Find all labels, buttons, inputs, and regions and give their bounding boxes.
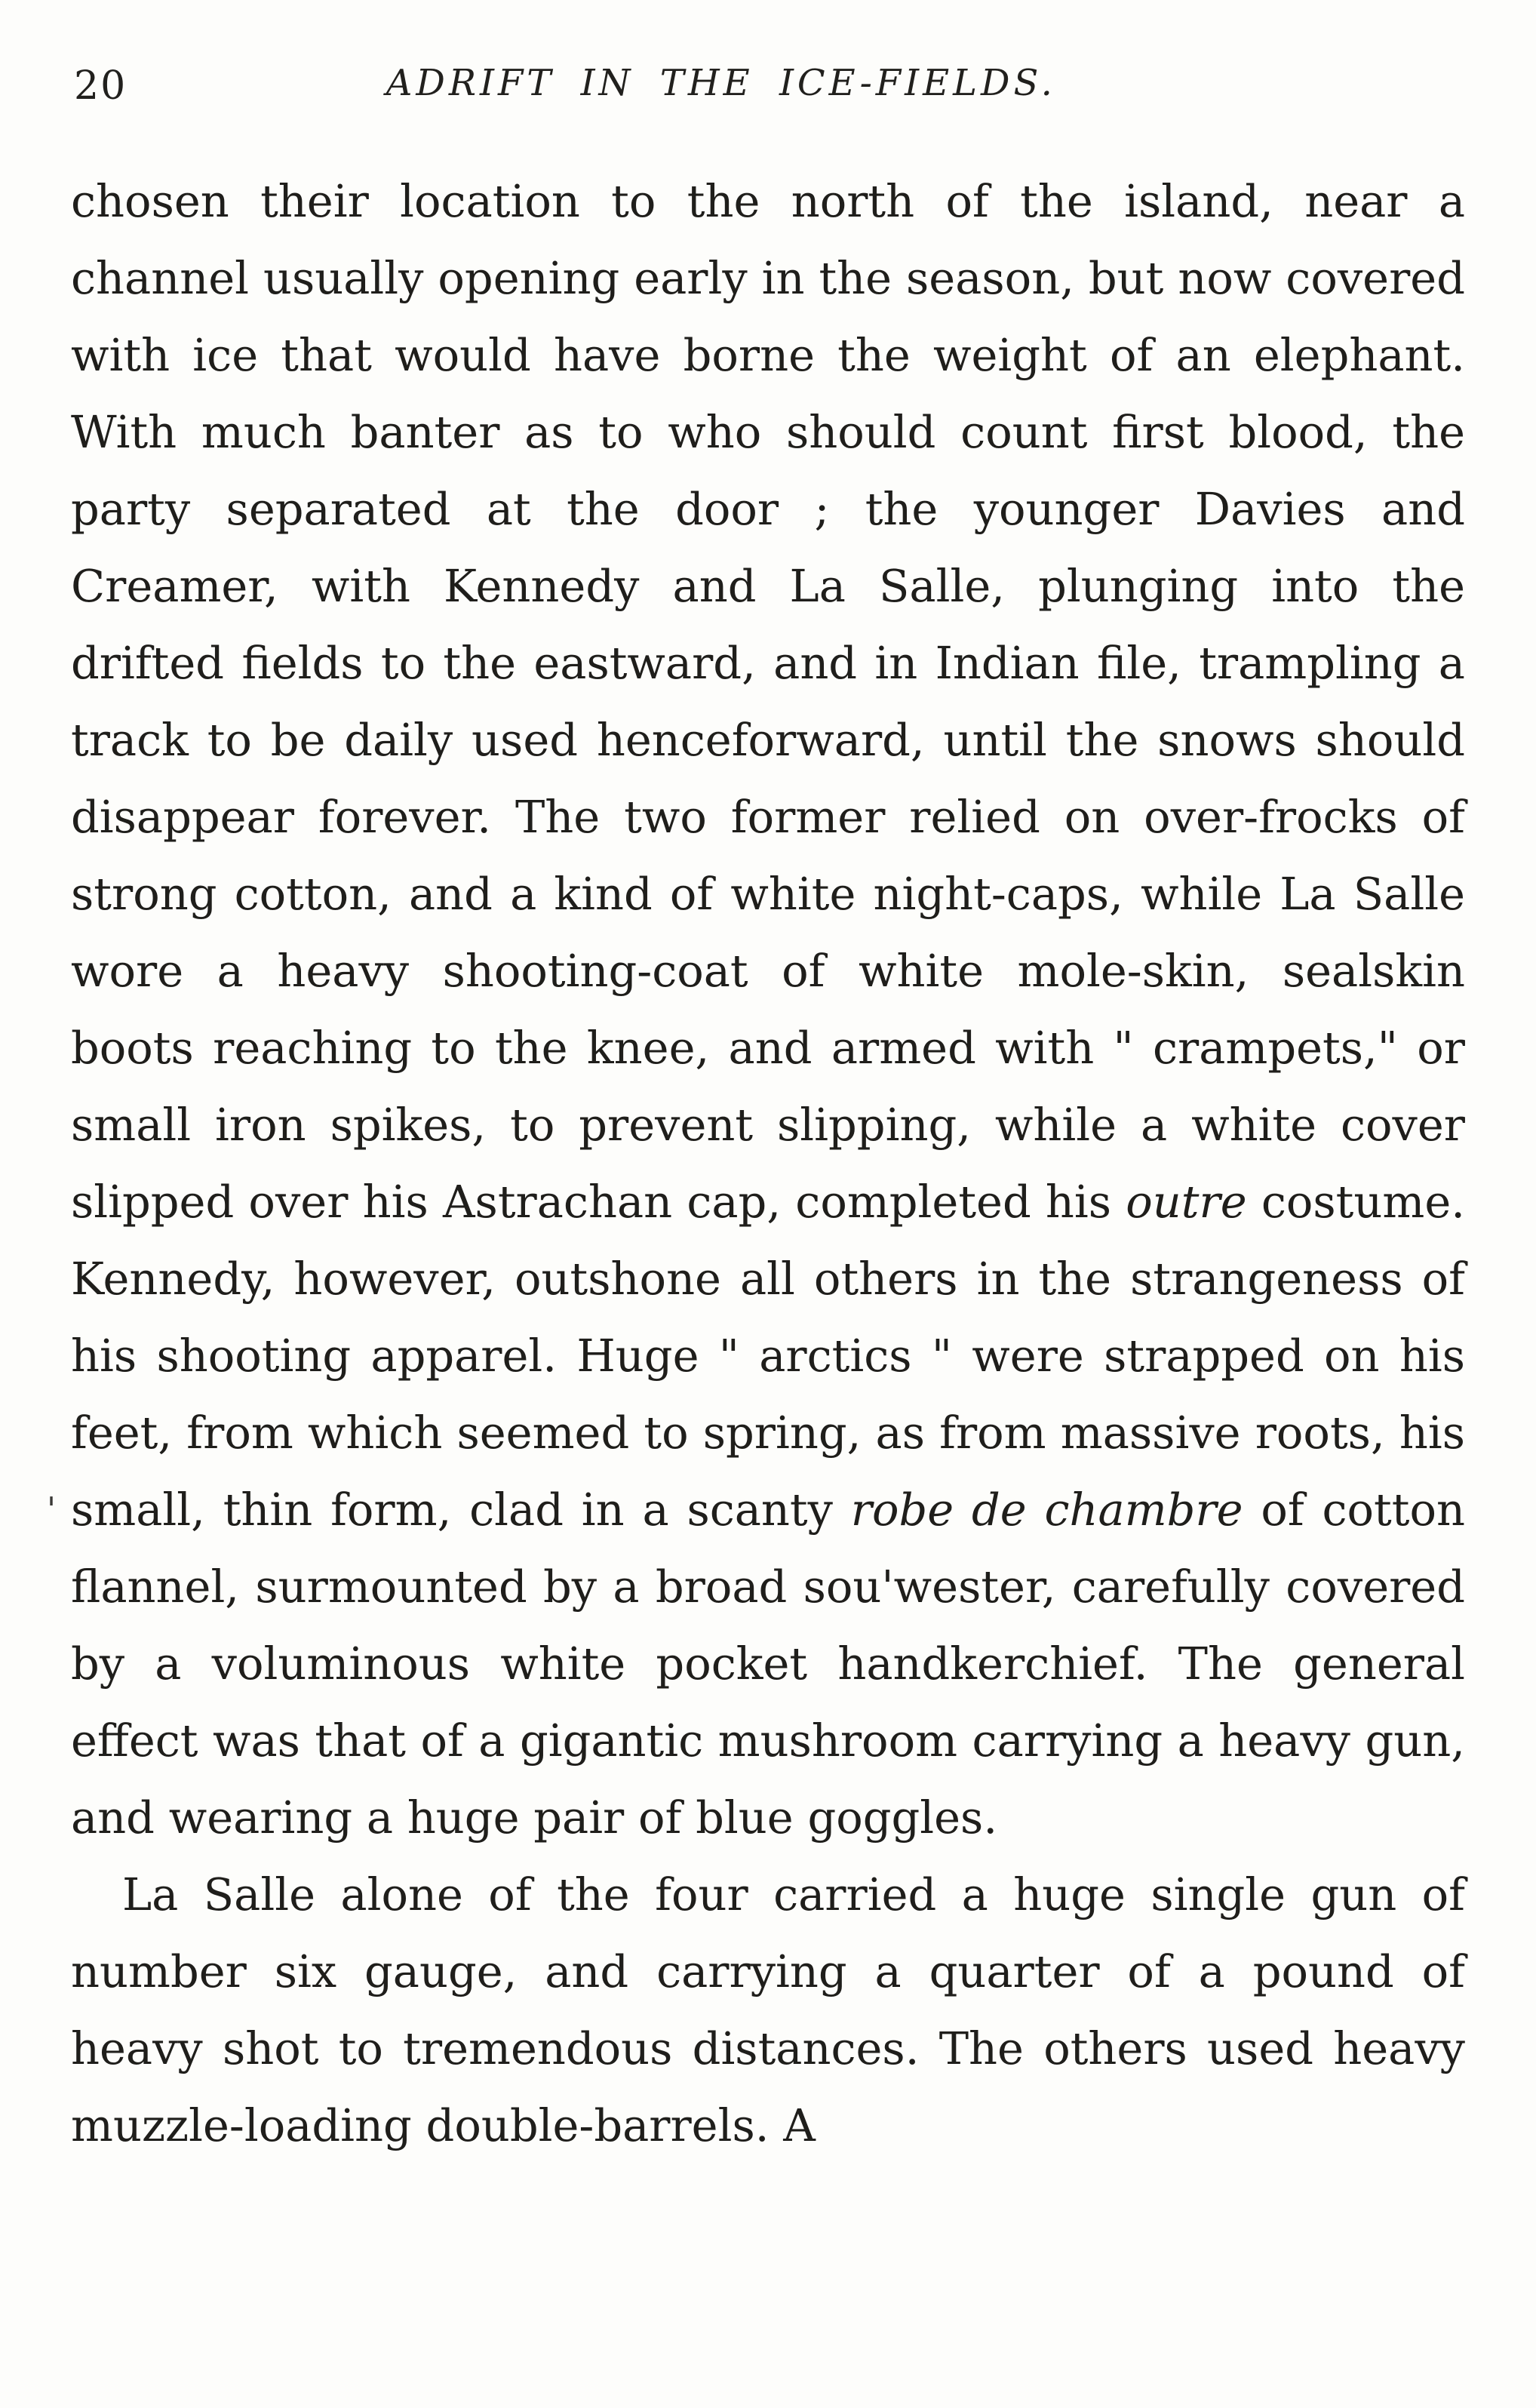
para1-italic-robe-de-chambre: robe de chambre (850, 1484, 1243, 1536)
para1-part2: costume. Kennedy, however, outshone all others in the strangeness of his shooting apparel. Huge " arctics " were strapped on his feet, from which seemed to spring, as from massive roots, his small, thin form, clad in a scanty (71, 1176, 1466, 1536)
running-title: ADRIFT IN THE ICE-FIELDS. (386, 62, 1056, 104)
paragraph-2: La Salle alone of the four carried a huge single gun of number six gauge, and carrying a quarter of a pound of heavy shot to tremendous distances. The others used heavy muzzle-loading double-barrels. A (71, 1868, 1465, 2151)
page-header (71, 53, 1465, 143)
margin-stray-mark: ' (47, 1490, 57, 1529)
page-number: 20 (74, 63, 127, 109)
para1-part3: of cotton flannel, surmounted by a broad sou'wester, carefully covered by a voluminous white pocket handkerchief. The general effect was that of a gigantic mushroom carrying a heavy gun, and wearing a huge pair of blue goggles. (71, 1484, 1465, 1844)
para1-italic-outre: outre (1126, 1176, 1247, 1228)
paragraph-1 (71, 163, 1465, 1856)
body-text (71, 163, 1465, 2164)
para1-part1: chosen their location to the north of the island, near a channel usually opening early in the season, but now covered with ice that would have borne the weight of an elephant. With much banter as to who should count first blood, the party separated at the door ; the younger Davies and Creamer, with Kennedy and La Salle, plunging into the drifted fields to the eastward, and in Indian file, trampling a track to be daily used henceforward, until the snows should disappear forever. The two former relied on over-frocks of strong cotton, and a kind of white night-caps, while La Salle wore a heavy shooting-coat of white mole-skin, sealskin boots reaching to the knee, and armed with " crampets," or small iron spikes, to prevent slipping, while a white cover slipped over his Astrachan cap, completed his (71, 175, 1465, 1228)
